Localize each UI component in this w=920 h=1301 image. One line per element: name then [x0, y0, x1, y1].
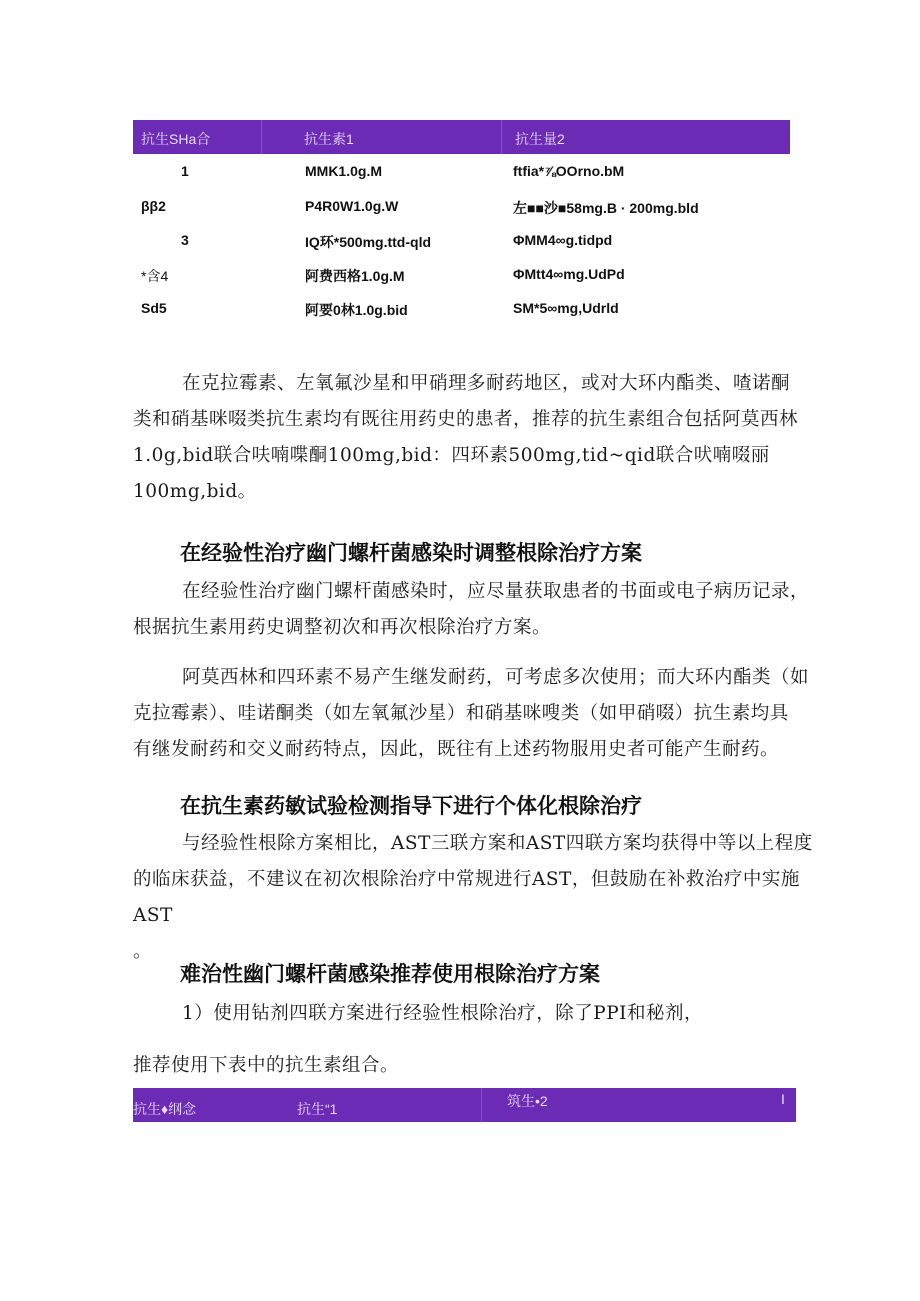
paragraph-line: 100mg,bid。 [133, 481, 257, 502]
table-cell: Sd5 [141, 300, 167, 316]
table-row [0, 198, 920, 218]
table-cell: ββ2 [141, 198, 166, 214]
table-row [0, 266, 920, 286]
section-heading: 在经验性治疗幽门螺杆菌感染时调整根除治疗方案 [180, 541, 642, 565]
table1-header-col3: 抗生量2 [515, 131, 565, 147]
table-cell: 3 [181, 232, 189, 248]
paragraph-line: 1）使用钻剂四联方案进行经验性根除治疗，除了PPI和秘剂， [182, 1003, 703, 1024]
paragraph-line: 根据抗生素用药史调整初次和再次根除治疗方案。 [133, 617, 552, 638]
table-cell: 1 [181, 163, 189, 179]
paragraph [133, 826, 833, 970]
table-cell: IQ环*500mg.ttd-qld [305, 234, 432, 250]
table-cell: ΦMtt4∞mg.UdPd [513, 266, 625, 282]
table-cell: P4R0W1.0g.W [305, 198, 399, 214]
paragraph [133, 366, 833, 510]
table1-header-divider [501, 120, 502, 154]
paragraph-line: 有继发耐药和交义耐药特点，因此，既往有上述药物服用史者可能产生耐药。 [133, 739, 780, 760]
table-row [0, 300, 920, 320]
paragraph-line: 与经验性根除方案相比，AST三联方案和AST四联方案均获得中等以上程度 [182, 833, 813, 854]
table2-header-col4: I [781, 1091, 785, 1107]
table2-header-col3: 筑生•2 [507, 1093, 548, 1109]
table-cell: ftfia*⅞OOrno.bM [513, 163, 625, 179]
paragraph-line: 类和硝基咪啜类抗生素均有既往用药史的患者，推荐的抗生素组合包括阿莫西林 [133, 409, 799, 430]
paragraph-line: 1.0g,bid联合呋喃喋酮100mg,bid：四环素500mg,tid~qid联合吠喃啜丽 [133, 445, 770, 466]
paragraph [133, 1048, 833, 1084]
table-cell: 左■■沙■58mg.B · 200mg.bld [513, 200, 699, 216]
section-heading: 难治性幽门螺杆菌感染推荐使用根除治疗方案 [180, 962, 600, 986]
table-cell: 阿费西格1.0g.M [305, 268, 405, 284]
table-cell: MMK1.0g.M [305, 163, 382, 179]
section-heading: 在抗生素药敏试验检测指导下进行个体化根除治疗 [180, 794, 642, 818]
paragraph [133, 660, 833, 768]
table-cell: 阿要0林1.0g.bid [305, 302, 408, 318]
table-cell: *含4 [141, 268, 169, 284]
table-row [0, 232, 920, 252]
paragraph [133, 996, 833, 1032]
table1-header-col2: 抗生素1 [304, 131, 354, 147]
table2-header-divider [481, 1088, 482, 1122]
paragraph-line: 在经验性治疗幽门螺杆菌感染时，应尽量获取患者的书面或电子病历记录， [182, 581, 810, 602]
table2-header-col2: 抗生“1 [297, 1101, 338, 1117]
table1-header-col1: 抗生SHa合 [141, 131, 211, 147]
table1-header-divider [261, 120, 262, 154]
paragraph [133, 574, 833, 646]
paragraph-line: 推荐使用下表中的抗生素组合。 [133, 1055, 400, 1076]
paragraph-line: 在克拉霉素、左氧氟沙星和甲硝理多耐药地区，或对大环内酯类、喳诺酮 [182, 373, 791, 394]
table2-header [133, 1088, 796, 1122]
paragraph-line: 。 [133, 941, 153, 962]
table-row [0, 163, 920, 183]
table1-header [133, 120, 790, 154]
table-cell: SM*5∞mg,Udrld [513, 300, 619, 316]
table-cell: ΦMM4∞g.tidpd [513, 232, 613, 248]
paragraph-line: 阿莫西林和四环素不易产生继发耐药，可考虑多次使用；而大环内酯类（如 [182, 667, 810, 688]
paragraph-line: 的临床获益，不建议在初次根除治疗中常规进行AST，但鼓励在补救治疗中实施AST [133, 869, 800, 926]
paragraph-line: 克拉霉素）、哇诺酮类（如左氧氟沙星）和硝基咪嗖类（如甲硝啜）抗生素均具 [133, 703, 789, 724]
table2-header-col1: 抗生♦纲念 [133, 1101, 197, 1117]
